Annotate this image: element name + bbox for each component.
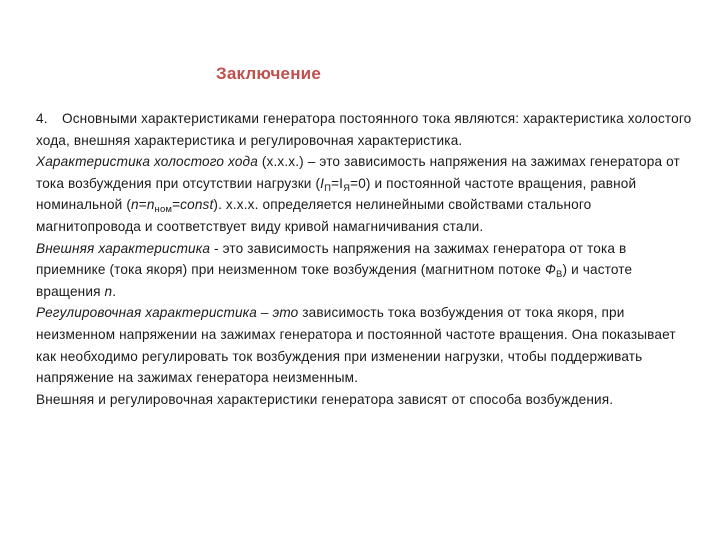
text: - это зависимость напряжения на зажимах генератора от тока в приемнике (тока якоря) при неизменном токе возбуждения (магнитном потоке [36, 240, 627, 278]
text: (х.х.х.) – это зависимость напряжения на зажимах генератора от тока возбуждения при отсутствии нагрузки ( [36, 154, 680, 191]
paragraph-external [36, 238, 692, 303]
text: =0) и постоянной частоте вращения, равной номинальной ( [36, 175, 637, 213]
paragraph-regulating [36, 302, 692, 388]
paragraph-no-load [36, 151, 692, 237]
text: ) и частоте вращения [36, 262, 633, 299]
subscript-nom: ном [154, 204, 173, 216]
subscript-ya: Я [343, 182, 351, 194]
symbol-i: I [320, 175, 325, 191]
term-no-load: Характеристика холостого хода [36, 154, 258, 170]
symbol-phi: Ф [545, 262, 556, 278]
symbol-n: n [146, 197, 155, 213]
subscript-p: П [324, 182, 332, 194]
slide-title: Заключение [216, 64, 321, 83]
term-external: Внешняя характеристика [36, 240, 211, 256]
const-symbol: const [180, 197, 214, 213]
text: зависимость тока возбуждения от тока якоря, при неизменном напряжении на зажимах генератора и постоянной частоте вращения. Она показывает как необходимо регулировать ток возбуждения при изменении нагрузки, чтобы поддерживать напряжение на зажимах генератора неизменным. [36, 305, 676, 386]
item-number: 4. [36, 111, 48, 126]
text: . [112, 283, 117, 299]
text: = [172, 197, 181, 213]
slide-body [36, 108, 692, 410]
item-text: Основными характеристиками генератора постоянного тока являются: характеристика холостого хода, внешняя характеристика и регулировочная характеристика. [36, 111, 692, 148]
term-regulating: Регулировочная характеристика – это [36, 305, 299, 321]
symbol-n: n [131, 197, 139, 213]
text: =I [331, 175, 344, 191]
paragraph-conclusion: Внешняя и регулировочная характеристики генератора зависят от способа возбуждения. [36, 391, 614, 407]
subscript-v: В [556, 269, 563, 281]
symbol-n: n [104, 283, 113, 299]
text: = [138, 197, 147, 213]
text: ). х.х.х. определяется нелинейными свойствами стального магнитопровода и соответствует виду кривой намагничивания стали. [36, 197, 592, 234]
paragraph-item-4 [36, 108, 692, 151]
